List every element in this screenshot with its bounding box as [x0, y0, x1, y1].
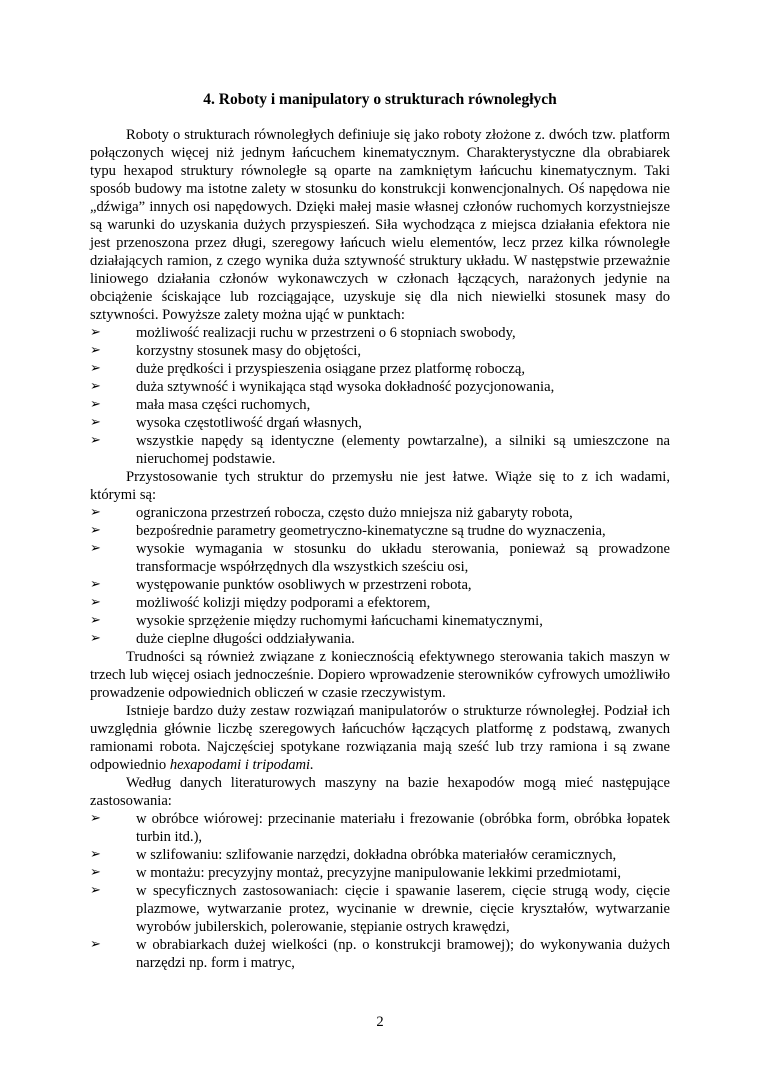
advantage-item-text: duże prędkości i przyspieszenia osiągane przez platformę roboczą,	[136, 361, 525, 377]
advantage-item-text: wysoka częstotliwość drgań własnych,	[136, 415, 362, 431]
drawback-item-text: wysokie sprzężenie między ruchomymi łańcuchami kinematycznymi,	[136, 613, 543, 629]
advantage-item	[90, 342, 670, 360]
bullet-arrow-icon: ➢	[90, 883, 101, 898]
bullet-arrow-icon: ➢	[90, 379, 101, 394]
bullet-arrow-icon: ➢	[90, 523, 101, 538]
drawback-item-text: bezpośrednie parametry geometryczno-kinematyczne są trudne do wyznaczenia,	[136, 523, 606, 539]
drawback-item	[90, 612, 670, 630]
bullet-arrow-icon: ➢	[90, 361, 101, 376]
advantage-item-text: wszystkie napędy są identyczne (elementy powtarzalne), a silniki są umieszczone na nieruchomej podstawie.	[136, 433, 670, 467]
application-item	[90, 882, 670, 936]
bullet-arrow-icon: ➢	[90, 577, 101, 592]
applications-list	[90, 810, 670, 972]
section-title: 4. Roboty i manipulatory o strukturach równoległych	[203, 91, 557, 108]
drawback-item-text: ograniczona przestrzeń robocza, często dużo mniejsza niż gabaryty robota,	[136, 505, 573, 521]
bullet-arrow-icon: ➢	[90, 433, 101, 448]
advantage-item-text: duża sztywność i wynikająca stąd wysoka dokładność pozycjonowania,	[136, 379, 555, 395]
document-page	[90, 90, 670, 972]
application-item-text: w obrabiarkach dużej wielkości (np. o konstrukcji bramowej); do wykonywania dużych narzędzi np. form i matryc,	[136, 937, 670, 971]
application-item-text: w specyficznych zastosowaniach: cięcie i spawanie laserem, cięcie strugą wody, cięcie plazmowe, wytwarzanie protez, wycinanie w drewnie, cięcie kryształów, wytwarzanie wyrobów jubilerskich, polerowanie, stępianie ostrych krawędzi,	[136, 883, 670, 935]
advantage-item	[90, 360, 670, 378]
paragraph-intro: Roboty o strukturach równoległych definiuje się jako roboty złożone z. dwóch tzw. platform połączonych więcej niż jednym łańcuchem kinematycznym. Charakterystyczne dla obrabiarek typu hexapod struktury równoległe są oparte na zamkniętym łańcuchu kinematycznym. Taki sposób budowy ma istotne zalety w stosunku do konstrukcji konwencjonalnych. Oś napędowa nie „dźwiga” innych osi napędowych. Dzięki małej masie własnej członów ruchomych korzystniejsze są warunki do uzyskania dużych przyspieszeń. Siła wychodząca z miejsca działania efektora nie jest przenoszona przez długi, szeregowy łańcuch wielu elementów, lecz przez kilka równoległe działających ramion, z czego wynika duża sztywność struktury układu. W następstwie przeważnie liniowego działania członów wykonawczych w członach łączących, narażonych jedynie na obciążenie ściskające lub rozciągające, uzyskuje się dla nich niewielki stosunek masy do sztywności. Powyższe zalety można ująć w punktach:	[90, 127, 670, 323]
drawback-item	[90, 576, 670, 594]
drawbacks-list	[90, 504, 670, 648]
bullet-arrow-icon: ➢	[90, 937, 101, 952]
advantage-item	[90, 432, 670, 468]
paragraph-solutions	[90, 702, 670, 774]
advantage-item-text: mała masa części ruchomych,	[136, 397, 311, 413]
bullet-arrow-icon: ➢	[90, 613, 101, 628]
advantage-item	[90, 378, 670, 396]
bullet-arrow-icon: ➢	[90, 505, 101, 520]
drawback-item	[90, 504, 670, 522]
bullet-arrow-icon: ➢	[90, 325, 101, 340]
paragraph-solutions-text: Istnieje bardzo duży zestaw rozwiązań manipulatorów o strukturze równoległej. Podział ich uwzględnia głównie liczbę szeregowych łańcuchów łączących platformę z podstawą, zwanych ramionami robota. Najczęściej spotykane rozwiązania mają sześć lub trzy ramiona i są zwane odpowiednio	[90, 703, 670, 773]
application-item-text: w obróbce wiórowej: przecinanie materiału i frezowanie (obróbka form, obróbka łopatek turbin itd.),	[136, 811, 670, 845]
bullet-arrow-icon: ➢	[90, 811, 101, 826]
bullet-arrow-icon: ➢	[90, 865, 101, 880]
advantage-item	[90, 396, 670, 414]
bullet-arrow-icon: ➢	[90, 541, 101, 556]
paragraph-drawbacks-intro: Przystosowanie tych struktur do przemysłu nie jest łatwe. Wiąże się to z ich wadami, którymi są:	[90, 469, 670, 503]
bullet-arrow-icon: ➢	[90, 343, 101, 358]
drawback-item-text: możliwość kolizji między podporami a efektorem,	[136, 595, 431, 611]
application-item	[90, 936, 670, 972]
advantage-item	[90, 414, 670, 432]
paragraph-applications-intro: Według danych literaturowych maszyny na bazie hexapodów mogą mieć następujące zastosowania:	[90, 775, 670, 809]
advantage-item	[90, 324, 670, 342]
application-item	[90, 864, 670, 882]
application-item-text: w montażu: precyzyjny montaż, precyzyjne manipulowanie lekkimi przedmiotami,	[136, 865, 622, 881]
bullet-arrow-icon: ➢	[90, 397, 101, 412]
drawback-item	[90, 630, 670, 648]
paragraph-control-difficulties: Trudności są również związane z koniecznością efektywnego sterowania takich maszyn w trzech lub więcej osiach jednocześnie. Dopiero wprowadzenie sterowników cyfrowych umożliwiło prowadzenie odpowiednich obliczeń w czasie rzeczywistym.	[90, 649, 670, 701]
drawback-item-text: duże cieplne długości oddziaływania.	[136, 631, 355, 647]
drawback-item	[90, 594, 670, 612]
bullet-arrow-icon: ➢	[90, 415, 101, 430]
paragraph-solutions-emphasis: hexapodami i tripodami.	[169, 757, 314, 773]
advantage-item-text: możliwość realizacji ruchu w przestrzeni o 6 stopniach swobody,	[136, 325, 516, 341]
advantage-item-text: korzystny stosunek masy do objętości,	[136, 343, 361, 359]
drawback-item	[90, 540, 670, 576]
drawback-item-text: występowanie punktów osobliwych w przestrzeni robota,	[136, 577, 472, 593]
page-number: 2	[376, 1014, 384, 1030]
bullet-arrow-icon: ➢	[90, 847, 101, 862]
application-item-text: w szlifowaniu: szlifowanie narzędzi, dokładna obróbka materiałów ceramicznych,	[136, 847, 617, 863]
bullet-arrow-icon: ➢	[90, 631, 101, 646]
drawback-item	[90, 522, 670, 540]
application-item	[90, 810, 670, 846]
drawback-item-text: wysokie wymagania w stosunku do układu sterowania, ponieważ są prowadzone transformacje współrzędnych dla wszystkich sześciu osi,	[136, 541, 670, 575]
bullet-arrow-icon: ➢	[90, 595, 101, 610]
advantages-list	[90, 324, 670, 468]
application-item	[90, 846, 670, 864]
